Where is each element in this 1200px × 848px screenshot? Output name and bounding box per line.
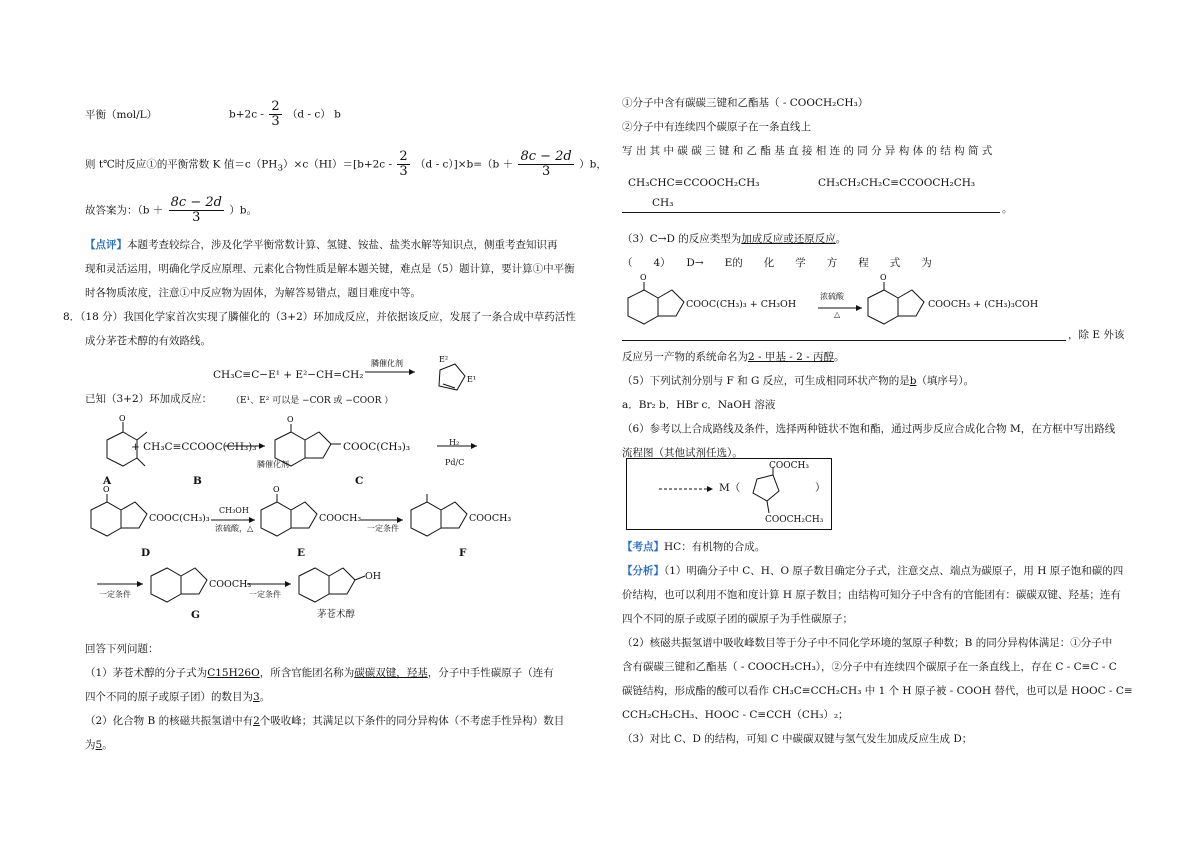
isomer-end: 。 <box>1002 203 1013 215</box>
q2-line-1: （2）化合物 B 的核磁共振氢谱中有2个吸收峰；其满足以下条件的同分异构体（不考虑手性异构）数目 <box>85 715 565 727</box>
svg-text:E²: E² <box>439 355 449 364</box>
isomer-1: CH₃CHC≡CCOOCH₂CH₃ <box>628 177 760 189</box>
q1-answer-chiral: 3 <box>253 691 260 703</box>
label-product: 茅苍术醇 <box>317 609 356 620</box>
box-M-label: M（ <box>719 482 741 494</box>
q6-line-2: 流程图（其他试剂任选）。 <box>622 447 743 459</box>
q2-answer-isomers: 5 <box>95 739 103 751</box>
condition-2: ②分子中有连续四个碳原子在一条直线上 <box>622 121 811 133</box>
fraction-8c-2d: $\frac{8c - 2d}{3}$ <box>520 149 572 179</box>
substituent-D: COOC(CH₃)₃ <box>149 513 210 524</box>
q1-answer-formula: C15H26O <box>207 667 260 679</box>
scheme-row-3 <box>85 562 525 622</box>
left-column <box>63 0 607 848</box>
isomer-2: CH₃CH₂CH₂C≡CCOOCH₂CH₃ <box>818 177 976 189</box>
q1-line-1: （1）茅苍术醇的分子式为C15H26O，所含官能团名称为碳碳双键，羟基，分子中手性碳原子（连有 <box>85 667 554 679</box>
comment-line-3: 时各物质浓度，注意①中反应物为固体，为解答易错点，题目难度中等。 <box>85 287 421 299</box>
answer-line: 故答案为：（b ＋ $\frac{8c - 2d}{3}$ ）b。 <box>85 195 258 225</box>
q4-naming: 反应另一产物的系统命名为2 - 甲基 - 2 - 丙醇。 <box>622 351 845 363</box>
label-D: D <box>141 547 151 559</box>
catalyst-label: 膦催化剂 <box>371 359 403 368</box>
kaodian-line: 【考点】HC：有机物的合成。 <box>622 541 766 553</box>
h2-label: H₂ <box>449 438 460 447</box>
analysis-line-4: （2）核磁共振氢谱中吸收峰数目等于分子中不同化学环境的氢原子种数；B 的同分异构体满足：①分子中 <box>622 637 1113 649</box>
svg-text:E¹: E¹ <box>467 375 477 384</box>
analysis-line-6: 碳链结构，形成酯的酸可以看作 CH₃C≡CCH₂CH₃ 中 1 个 H 原子被 - COOH 替代，也可以是 HOOC - C≡ <box>622 685 1133 697</box>
svg-text:O: O <box>287 415 294 424</box>
svg-text:O: O <box>640 273 647 282</box>
known-label: 已知（3+2）环加成反应： <box>85 393 213 405</box>
q4-line: （ 4） D→ E的 化 学 方 程 式 为 <box>622 257 932 269</box>
condition-1: ①分子中含有碳碳三键和乙酯基（ - COOCH₂CH₃） <box>622 97 869 109</box>
analysis-line-1: 【分析】（1）明确分子中 C、H、O 原子数目确定分子式，注意交点、端点为碳原子，用 H 原子饱和碳的四 <box>622 565 1124 577</box>
equilibrium-row <box>85 108 157 122</box>
question-8-line-1: 8．（18 分）我国化学家首次实现了膦催化的（3+2）环加成反应，并依据该反应，发展了一条合成中草药活性 <box>63 311 576 323</box>
comment-line-1: 【点评】本题考查较综合，涉及化学平衡常数计算、氢键、铵盐、盐类水解等知识点，侧重考查知识再 <box>85 239 558 251</box>
ch3oh-label: CH₃OH <box>219 506 249 515</box>
isomer-underline <box>622 212 1000 213</box>
analysis-line-5: 含有碳碳三键和乙酯基（ - COOCH₂CH₃），②分子中有连续四个碳原子在一条直线上，存在 C - C≡C - C <box>622 661 1117 673</box>
label-E: E <box>297 547 306 559</box>
q3-line: （3）C→D 的反应类型为加成反应或还原反应。 <box>622 233 847 245</box>
condition-3: 写 出 其 中 碳 碳 三 键 和 乙 酯 基 直 接 相 连 的 同 分 异 构 体 的 结 构 简 式 <box>622 145 993 157</box>
condition-FG: 一定条件 <box>99 590 131 599</box>
q5-answer: b <box>909 375 917 387</box>
reagent-B: + CH₃C≡CCOOC(CH₃)₃ <box>131 441 257 453</box>
questions-intro: 回答下列问题： <box>85 643 159 655</box>
svg-text:O: O <box>273 485 280 494</box>
box-top-group: COOCH₃ <box>769 461 809 471</box>
q6-line-1: （6）参考以上合成路线及条件，选择两种链状不饱和酯，通过两步反应合成化合物 M，在方框中写出路线 <box>622 423 1116 435</box>
analysis-line-2: 价结构，也可以利用不饱和度计算 H 原子数目；由结构可知分子中含有的官能团有：碳碳双键、羟基；连有 <box>622 589 1121 601</box>
q4-answer: 2 - 甲基 - 2 - 丙醇 <box>748 351 835 363</box>
h2so4-label: 浓硫酸，△ <box>215 524 254 533</box>
analysis-line-3: 四个不同的原子或原子团的碳原子为手性碳原子； <box>622 613 853 625</box>
q4-product-sub: COOCH₃ + (CH₃)₃COH <box>928 299 1039 310</box>
q5-options: a．Br₂ b．HBr c．NaOH 溶液 <box>622 399 776 411</box>
q4-underline <box>622 340 1066 341</box>
known-note: （E¹、E² 可以是 −COR 或 −COOR ） <box>231 396 394 406</box>
q4-tail: ，除 E 外该 <box>1068 329 1125 341</box>
known-reaction-reactants: CH₃C≡C−E¹ + E²−CH=CH₂ <box>213 369 364 381</box>
catalyst-AB: 膦催化剂 <box>257 460 289 469</box>
q3-answer: 加成反应或还原反应 <box>741 233 836 245</box>
analysis-line-8: （3）对比 C、D 的结构，可知 C 中碳碳双键与氢气发生加成反应生成 D； <box>622 733 973 745</box>
svg-text:O: O <box>103 485 110 494</box>
substituent-OH: OH <box>365 571 382 582</box>
box-close: ） <box>815 482 826 494</box>
box-bottom-group: COOCH₂CH₃ <box>765 515 824 525</box>
isomer-1-branch: CH₃ <box>652 197 674 209</box>
condition-G-product: 一定条件 <box>249 590 281 599</box>
q5-line: （5）下列试剂分别与 F 和 G 反应，可生成相同环状产物的是b（填序号）。 <box>622 375 975 387</box>
label-C: C <box>355 475 364 487</box>
answer-box[interactable] <box>626 458 832 530</box>
label-F: F <box>459 547 467 559</box>
pdc-label: Pd/C <box>445 458 465 467</box>
substituent-G: COOCH₃ <box>209 579 252 590</box>
q1-line-2: 四个不同的原子或原子团）的数目为3。 <box>85 691 271 703</box>
q4-reactant-sub: COOC(CH₃)₃ + CH₃OH <box>686 299 797 310</box>
q4-delta: △ <box>834 310 841 319</box>
fraction-2-3b: $\frac{2}{3}$ <box>399 149 408 179</box>
substituent-E: COOCH₃ <box>319 513 362 524</box>
comment-line-2: 现和灵活运用，明确化学反应原理、元素化合物性质是解本题关键，难点是（5）题计算，要计算①中平衡 <box>85 263 575 275</box>
eq-row-label: 平衡（mol/L） <box>85 109 158 121</box>
q4-condition: 浓硫酸 <box>820 292 844 301</box>
substituent-C: COOC(CH₃)₃ <box>343 441 411 453</box>
equilibrium-expr: b+2c - $\frac{2}{3}$ （d - c） b <box>229 99 341 129</box>
fraction-2-3: $\frac{2}{3}$ <box>271 99 280 129</box>
question-8-line-2: 成分茅苍术醇的有效路线。 <box>85 335 211 347</box>
analysis-line-7: CCH₂CH₂CH₃、HOOC - C≡CCH（CH₃）₂； <box>622 709 849 721</box>
fraction-8c-2d-b: $\frac{8c - 2d}{3}$ <box>170 195 222 225</box>
k-value-line: 则 t℃时反应①的平衡常数 K 值$=c(PH_3)\times c(HI)=[b+2c$ - $\frac{2}{3}$ （d - c）]×b=（b ＋ $\frac{8c - 2d}{3}$ ）b， <box>85 149 607 179</box>
label-A: A <box>103 475 112 487</box>
q1-answer-groups: 碳碳双键，羟基 <box>354 667 428 679</box>
svg-text:O: O <box>119 414 126 423</box>
substituent-F: COOCH₃ <box>469 513 512 524</box>
q2-answer-peaks: 2 <box>253 715 260 727</box>
q2-line-2: 为5。 <box>85 739 113 751</box>
svg-text:O: O <box>880 273 887 282</box>
label-B: B <box>193 475 202 487</box>
label-G: G <box>191 609 200 621</box>
right-column <box>622 0 1142 848</box>
condition-EF: 一定条件 <box>367 524 399 533</box>
